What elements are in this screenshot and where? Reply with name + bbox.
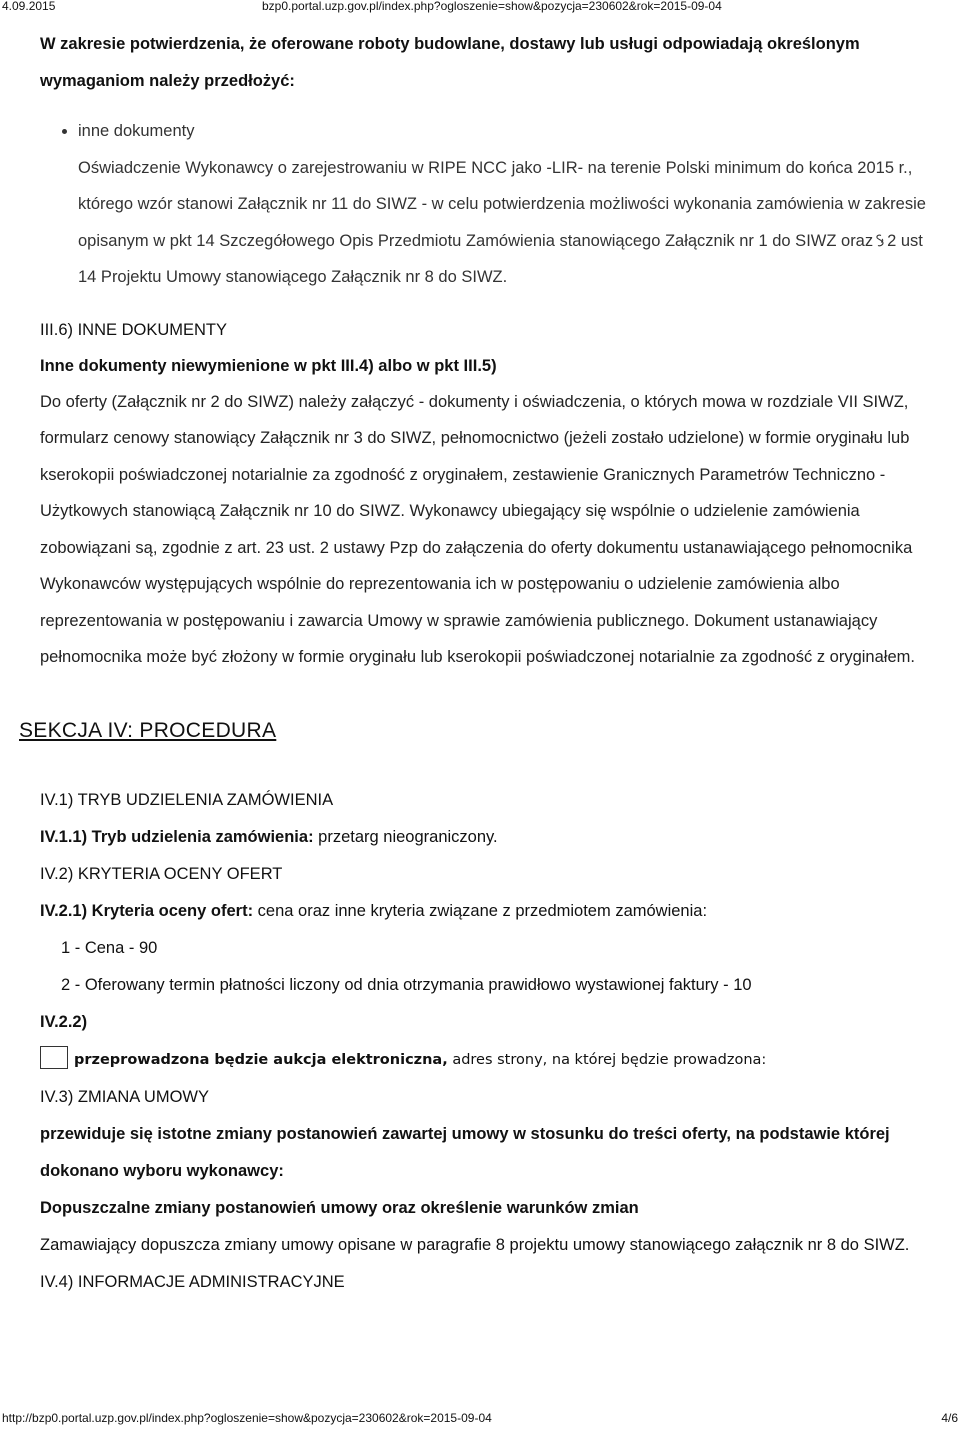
kryteria-value: cena oraz inne kryteria związane z przedmiotem zamówienia: — [257, 901, 708, 920]
kryteria-row — [40, 893, 940, 930]
other-documents-heading: III.6) INNE DOKUMENTY — [40, 320, 228, 339]
auction-checkbox[interactable] — [40, 1046, 68, 1069]
other-documents-subheading: Inne dokumenty niewymienione w pkt III.4) albo w pkt III.5) — [40, 356, 497, 375]
tryb-label: IV.1.1) Tryb udzielenia zamówienia: — [40, 827, 314, 846]
aukcja-label: IV.2.2) — [40, 1012, 88, 1031]
tryb-heading: IV.1) TRYB UDZIELENIA ZAMÓWIENIA — [40, 790, 334, 809]
dopuszczalne-heading: Dopuszczalne zmiany postanowień umowy oraz określenie warunków zmian — [40, 1198, 639, 1217]
procedure-section — [40, 782, 940, 1301]
tryb-value: przetarg nieograniczony. — [318, 827, 498, 846]
admin-heading: IV.4) INFORMACJE ADMINISTRACYJNE — [40, 1272, 345, 1291]
print-header — [0, 0, 960, 14]
requirements-heading: W zakresie potwierdzenia, że oferowane roboty budowlane, dostawy lub usługi odpowiadają określonym wymaganiom należy przedłożyć: — [40, 35, 860, 90]
aukcja-bold-text: przeprowadzona będzie aukcja elektroniczna, — [74, 1051, 448, 1068]
print-footer — [0, 1411, 960, 1427]
section-title: SEKCJA IV: PROCEDURA — [19, 718, 277, 742]
requirements-list — [40, 113, 940, 296]
list-item-text: Oświadczenie Wykonawcy o zarejestrowaniu w RIPE NCC jako -LIR- na terenie Polski minimum do końca 2015 r., którego wzór stanowi Załącznik nr 11 do SIWZ - w celu potwierdzenia możliwości wykonania zamówienia w zakresie opisanym w pkt 14 Szczegółowego Opis Przedmiotu Zamówienia stanowiącego Załącznik nr 1 do SIWZ oraz 2 ust 14 Projektu Umowy stanowiącego Załącznik nr 8 do SIWZ. — [78, 158, 926, 286]
kryteria-heading: IV.2) KRYTERIA OCENY OFERT — [40, 864, 283, 883]
list-item-title: inne dokumenty — [78, 122, 195, 140]
criterion-item: 1 - Cena - 90 — [61, 938, 158, 957]
zmiana-heading: IV.3) ZMIANA UMOWY — [40, 1087, 209, 1106]
aukcja-row — [40, 1041, 940, 1079]
tryb-row — [40, 819, 940, 856]
criterion-item: 2 - Oferowany termin płatności liczony od dnia otrzymania prawidłowo wystawionej faktury - 10 — [61, 975, 752, 994]
list-item — [78, 113, 940, 296]
kryteria-label: IV.2.1) Kryteria oceny ofert: — [40, 901, 254, 920]
other-documents-text: Do oferty (Załącznik nr 2 do SIWZ) należy załączyć - dokumenty i oświadczenia, o których mowa w rozdziale VII SIWZ, formularz cenowy stanowiący Załącznik nr 3 do SIWZ, pełnomocnictwo (jeżeli zostało udzielone) w formie oryginału lub kserokopii poświadczonej notarialnie za zgodność z oryginałem, zestawienie Granicznych Parametrów Techniczno - Użytkowych stanowiącą Załącznik nr 10 do SIWZ. Wykonawcy ubiegający się wspólnie o udzielenie zamówienia zobowiązani są, zgodnie z art. 23 ust. 2 ustawy Pzp do załączenia do oferty dokumentu ustanawiającego pełnomocnika Wykonawców występujących wspólnie do reprezentowania ich w postępowaniu o udzielenie zamówienia albo reprezentowania w postępowaniu i zawarcia Umowy w sprawie zamówienia publicznego. Dokument ustanawiający pełnomocnika może być złożony w formie oryginału lub kserokopii poświadczonej notarialnie za zgodność z oryginałem. — [40, 392, 915, 666]
aukcja-text: adres strony, na której będzie prowadzona: — [452, 1051, 767, 1068]
page-number: 4/6 — [941, 1411, 958, 1425]
document-content — [19, 22, 940, 1301]
print-date: 4.09.2015 — [2, 0, 56, 13]
paragraph-sign-icon — [875, 234, 885, 248]
print-header-url: bzp0.portal.uzp.gov.pl/index.php?ogloszenie=show&pozycja=230602&rok=2015-09-04 — [262, 0, 722, 13]
zmiana-text: przewiduje się istotne zmiany postanowień zawartej umowy w stosunku do treści oferty, na podstawie której dokonano wyboru wykonawcy: — [40, 1124, 890, 1180]
dopuszczalne-text: Zamawiający dopuszcza zmiany umowy opisane w paragrafie 8 projektu umowy stanowiącego załącznik nr 8 do SIWZ. — [40, 1235, 910, 1254]
print-footer-url: http://bzp0.portal.uzp.gov.pl/index.php?ogloszenie=show&pozycja=230602&rok=2015-09-04 — [2, 1411, 492, 1425]
